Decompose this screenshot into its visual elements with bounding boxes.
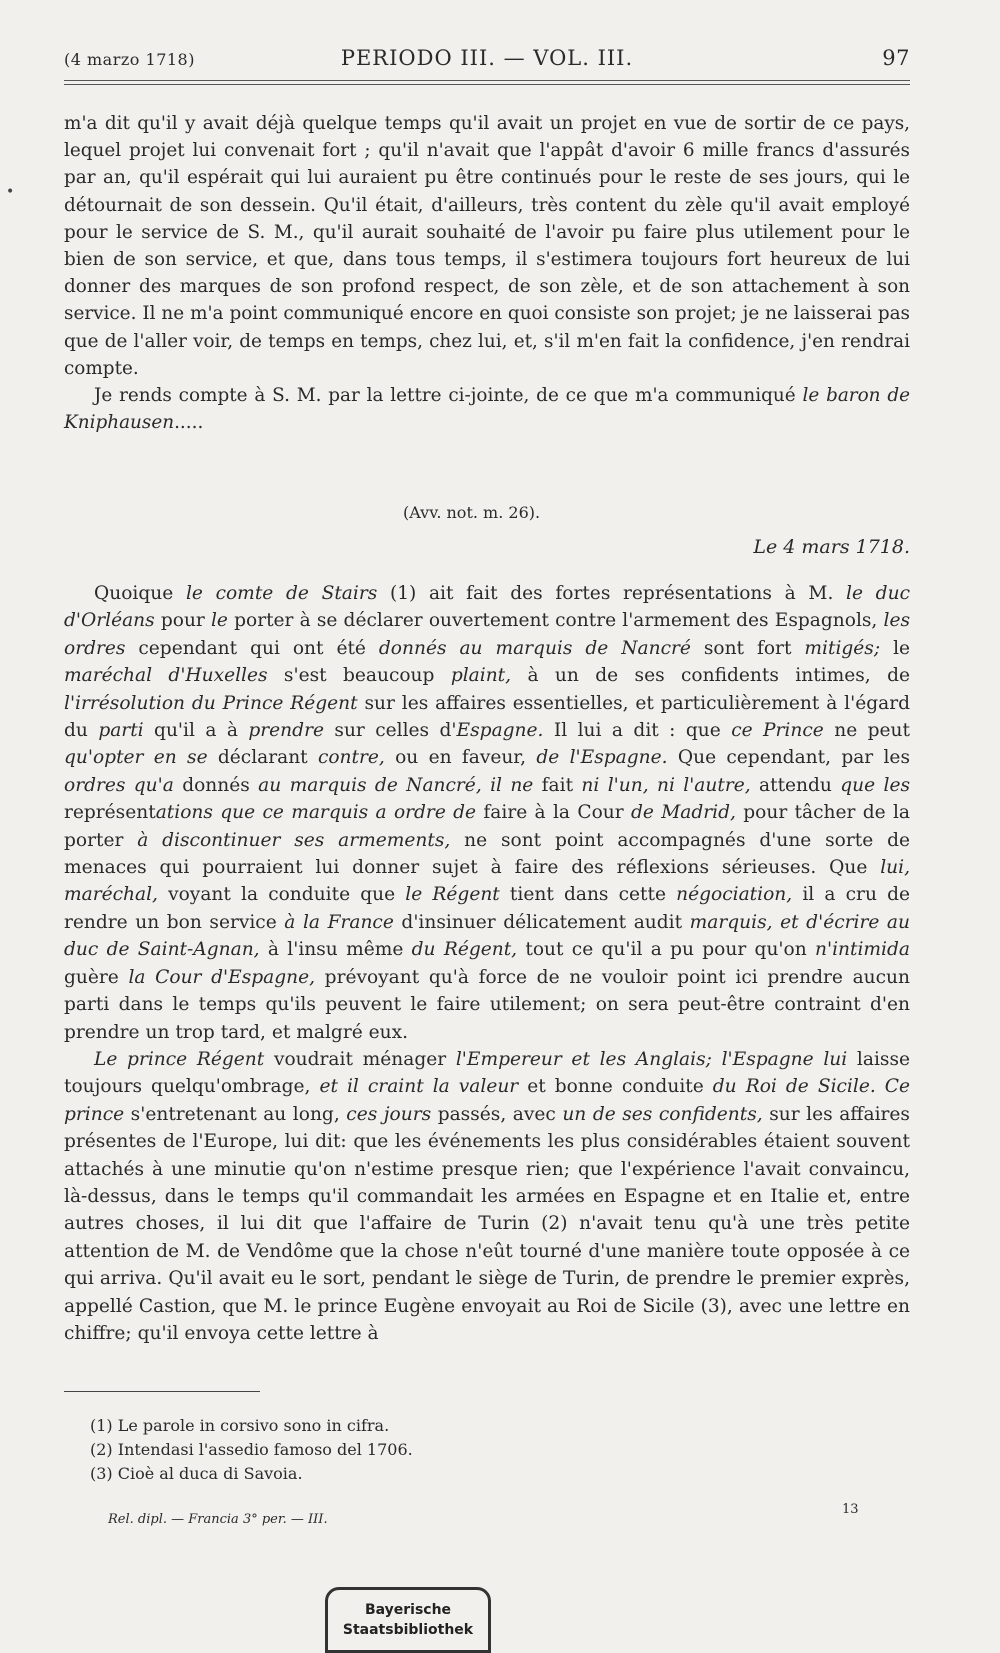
footer-source: Rel. dipl. — Francia 3° per. — III. — [108, 1512, 328, 1527]
text-run: Que cependant, par les — [667, 747, 910, 769]
text-run: représent — [64, 802, 156, 824]
text-run: ou en faveur, — [384, 747, 537, 769]
italic-run: le — [210, 610, 228, 632]
text-run: sont fort — [690, 637, 805, 659]
text-run: fait — [533, 774, 582, 796]
text-run: déclarant — [207, 747, 318, 769]
text-run: d'insinuer délicatement audit — [393, 911, 690, 933]
page-header — [64, 44, 910, 76]
text-run: il a cru de rendre un bon service — [64, 884, 910, 933]
letter-body — [64, 580, 910, 1347]
paragraph-1: m'a dit qu'il y avait déjà quelque temps qu'il avait un projet en vue de sortir de ce pays, lequel projet lui convenait fort ; qu'il n'avait que l'appât d'avoir 6 mille francs d'assurés par an, qu'il espérait qui lui auraient pu être continués pour le reste de ses jours, qui le détournait de son dessein. Qu'il était, d'ailleurs, très content du zèle qu'il avait employé pour le service de S. M., qu'il aurait souhaité de l'avoir pu faire plus utilement pour le bien de son service, et que, dans tous temps, il s'estimera toujours fort heureux de lui donner des marques de son profond respect, de son zèle, et de son attachement à son service. Il ne m'a point communiqué encore en quoi consiste son projet; je ne laisserai pas que de l'aller voir, de temps en temps, chez lui, et, s'il m'en fait la confidence, j'en rendrai compte. — [64, 113, 910, 379]
footnote-3: (3) Cioè al duca di Savoia. — [90, 1464, 303, 1483]
italic-run: le duc d'Orléans — [64, 583, 910, 632]
italic-run: la Cour d'Espagne, — [128, 966, 316, 988]
text-run: guère — [64, 966, 129, 988]
italic-run: Espagne. — [456, 720, 544, 742]
header-rule — [64, 80, 910, 81]
header-rule-double — [64, 84, 910, 85]
text-run: le — [880, 637, 911, 659]
text-run: donnés — [173, 774, 259, 796]
text-run: qu'il a à — [143, 720, 249, 742]
margin-mark: • — [6, 184, 15, 200]
italic-run: le Régent — [405, 884, 500, 906]
text-run: voudrait ménager — [264, 1048, 456, 1070]
text-run: à un de ses confidents intimes, de — [511, 665, 910, 687]
italic-run: ations que ce marquis a ordre de — [155, 802, 477, 824]
italic-run: qu'opter en se — [64, 747, 208, 769]
text-run: (1) ait fait des fortes représentations à M. — [377, 583, 847, 604]
text-run: sur les affaires présentes de l'Europe, lui dit: que les événements les plus considérables étaient souvent attachés à une minutie qu'on n'estime presque rien; que l'expérience l'avait convaincu, là-dessus, dans le temps qu'il commandait les armées en Espagne et en Italie et, entre autres choses, il lui dit que l'affaire de Turin (2) n'avait tenu qu'à une très petite attention de M. de Vendôme que la chose n'eût tourné d'une manière toute opposée à ce qui arriva. Qu'il avait eu le sort, pendant le siège de Turin, de prendre le premier exprès, appellé Castion, que M. le prince Eugène envoyait au Roi de Sicile (3), avec une lettre en chiffre; qu'il envoya cette lettre à — [64, 1103, 910, 1344]
italic-run: au marquis de Nancré, il ne — [258, 774, 534, 796]
italic-run: le comte de Stairs — [185, 583, 378, 604]
italic-run: un de ses confidents, — [562, 1103, 763, 1125]
italic-run: mitigés; — [804, 637, 881, 659]
italic-run: marquis, et d'écrire au duc de Saint-Agnan, — [64, 911, 910, 961]
signature-mark: 13 — [842, 1502, 859, 1517]
italic-run: et il craint la valeur — [319, 1076, 519, 1098]
paragraph-2-tail: ..... — [174, 412, 204, 434]
text-run: laisse toujours quelqu'ombrage, — [64, 1048, 910, 1098]
paragraph-2-italic: le baron de Kniphausen — [64, 385, 910, 434]
footnotes — [90, 1414, 413, 1486]
library-stamp — [325, 1587, 491, 1653]
italic-run: prendre — [248, 720, 324, 742]
italic-run: parti — [98, 720, 144, 742]
text-run: sur celles d' — [323, 720, 457, 742]
italic-run: du Régent, — [411, 939, 518, 961]
stamp-line-1: Bayerische — [364, 1602, 452, 1618]
text-run: pour tâcher de la porter — [64, 802, 910, 851]
paragraph-2 — [64, 382, 910, 436]
text-run: Quoique — [94, 583, 186, 604]
text-run: voyant la conduite que — [157, 884, 406, 906]
italic-run: l'Empereur et les Anglais; l'Espagne lui — [455, 1048, 848, 1070]
text-run: cependant qui ont été — [125, 637, 379, 659]
text-run: s'entretenant au long, — [124, 1103, 347, 1125]
text-run: sur les affaires essentielles, et particulièrement à l'égard du — [64, 692, 910, 742]
italic-run: ordres qu'a — [64, 774, 174, 796]
text-run: faire à la Cour — [476, 802, 631, 824]
footnote-rule — [64, 1391, 260, 1392]
italic-run: à la France — [284, 911, 394, 933]
text-run: à l'insu même — [259, 939, 412, 961]
text-run: tout ce qu'il a pu pour qu'on — [517, 939, 815, 961]
italic-run: que les — [840, 774, 910, 796]
text-run: passés, avec — [431, 1103, 563, 1125]
italic-run: ce Prince — [731, 720, 824, 742]
text-run: porter à se déclarer ouvertement contre l'armement des Espagnols, — [227, 610, 884, 632]
letter-body-continued — [64, 110, 910, 436]
paragraph-2-roman: Je rends compte à S. M. par la lettre ci-jointe, de ce que m'a communiqué — [94, 385, 803, 407]
paragraph-3 — [64, 580, 910, 1046]
text-run: Il lui a dit : que — [543, 720, 732, 742]
text-run: ne sont point accompagnés d'une sorte de menaces qui pourraient lui donner sujet à faire des réflexions sérieuses. Que — [64, 829, 910, 879]
italic-run: donnés au marquis de Nancré — [378, 637, 691, 659]
text-run: et bonne conduite — [518, 1076, 713, 1098]
text-run: ne peut — [823, 720, 910, 742]
stamp-line-2: Staatsbibliothek — [342, 1622, 474, 1638]
italic-run: à discontinuer ses armements, — [137, 829, 451, 851]
italic-run: négociation, — [676, 884, 793, 906]
italic-run: du Roi de Sicile. Ce prince — [64, 1076, 911, 1125]
header-date: (4 marzo 1718) — [64, 50, 195, 69]
text-run: attendu — [750, 774, 841, 796]
italic-run: les ordres — [64, 610, 910, 659]
text-run: pour — [154, 610, 211, 632]
italic-run: ni l'un, ni l'autre, — [581, 774, 751, 796]
text-run: prévoyant qu'à force de ne vouloir point ici prendre aucun parti dans le temps qu'ils peuvent le faire utilement; on sera peut-être contraint d'en prendre un trop tard, et malgré eux. — [64, 966, 911, 1043]
footnote-1: (1) Le parole in corsivo sono in cifra. — [90, 1416, 390, 1435]
italic-run: de l'Espagne. — [536, 747, 668, 769]
text-run: s'est beaucoup — [267, 665, 451, 687]
header-title: PERIODO III. — VOL. III. — [340, 46, 634, 70]
italic-run: plaint, — [450, 665, 512, 687]
paragraph-4 — [64, 1046, 910, 1347]
italic-run: maréchal d'Huxelles — [64, 665, 268, 687]
italic-run: contre, — [317, 747, 385, 769]
italic-run: l'irrésolution du Prince Régent — [64, 692, 358, 714]
avv-note: (Avv. not. m. 26). — [403, 503, 541, 522]
italic-run: ces jours — [346, 1103, 432, 1125]
italic-run: de Madrid, — [630, 802, 736, 824]
footnote-2: (2) Intendasi l'assedio famoso del 1706. — [90, 1440, 413, 1459]
page-number: 97 — [882, 46, 910, 70]
dateline: Le 4 mars 1718. — [753, 536, 910, 558]
italic-run: n'intimida — [815, 939, 910, 961]
text-run: tient dans cette — [499, 884, 677, 906]
italic-run: lui, maréchal, — [64, 857, 910, 906]
italic-run: Le prince Régent — [94, 1048, 265, 1070]
